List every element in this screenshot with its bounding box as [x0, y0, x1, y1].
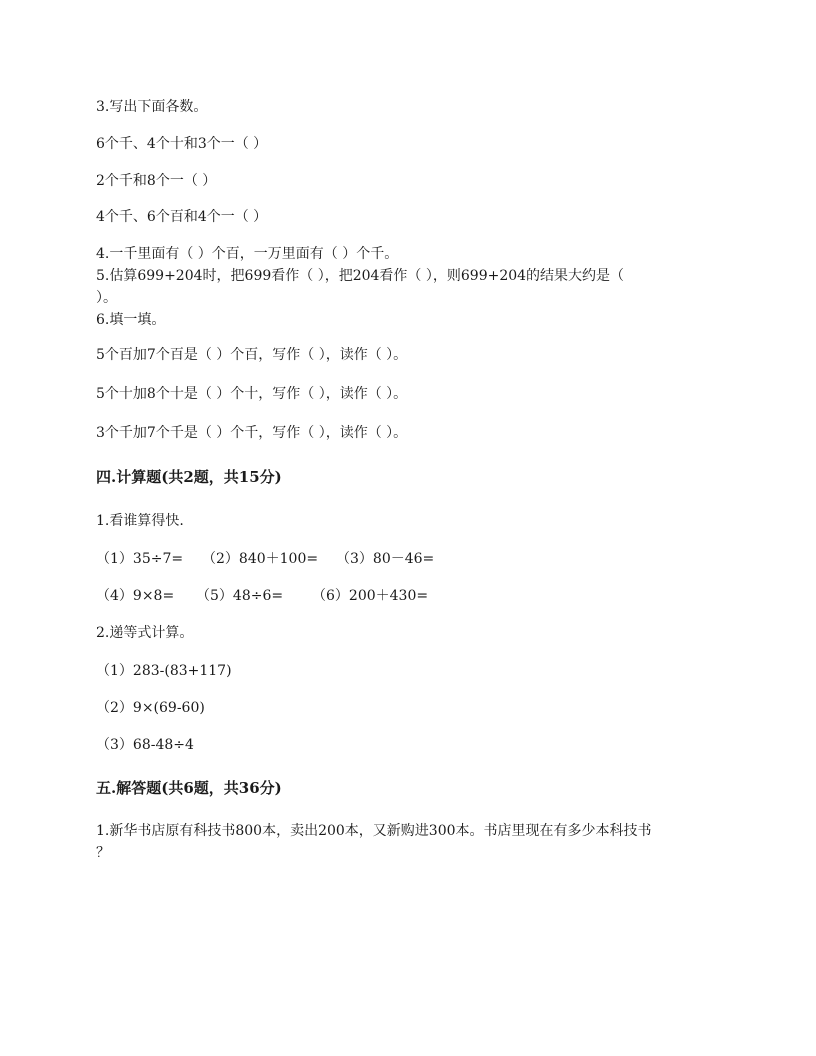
q5-line-2: ）。 — [96, 290, 117, 306]
section5-heading: 五.解答题(共6题，共36分) — [96, 779, 282, 797]
calc-item-4: （4）9×8= — [96, 588, 175, 604]
q3-item-1: 6个千、4个十和3个一（ ） — [96, 136, 268, 152]
s5-q1-line-1: 1.新华书店原有科技书800本，卖出200本，又新购进300本。书店里现在有多少本科技书 — [96, 823, 652, 839]
s4-q2-item-1: （1）283-(83+117) — [96, 663, 232, 679]
s4-q1-title: 1.看谁算得快. — [96, 513, 184, 529]
q3-item-2: 2个千和8个一（ ） — [96, 173, 217, 189]
calc-item-2: （2）840＋100= — [202, 551, 319, 567]
calc-item-1: （1）35÷7= — [96, 551, 184, 567]
q6-title: 6.填一填。 — [96, 312, 166, 328]
calc-item-6: （6）200＋430= — [312, 588, 429, 604]
s5-q1-line-2: ？ — [96, 845, 110, 861]
calc-item-5: （5）48÷6= — [196, 588, 284, 604]
s4-q1-row-2 — [96, 586, 496, 606]
q3-item-3: 4个千、6个百和4个一（ ） — [96, 209, 268, 225]
s4-q2-item-2: （2）9×(69-60) — [96, 700, 205, 716]
s4-q2-item-3: （3）68-48÷4 — [96, 737, 194, 753]
q6-item-1: 5个百加7个百是（ ）个百，写作（ ），读作（ ）。 — [96, 347, 408, 363]
q6-item-2: 5个十加8个十是（ ）个十，写作（ ），读作（ ）。 — [96, 386, 408, 402]
section4-heading: 四.计算题(共2题，共15分) — [96, 468, 282, 486]
calc-item-3: （3）80－46= — [336, 551, 435, 567]
q6-item-3: 3个千加7个千是（ ）个千，写作（ ），读作（ ）。 — [96, 425, 408, 441]
q3-title: 3.写出下面各数。 — [96, 99, 208, 115]
s4-q1-row-1 — [96, 549, 496, 569]
q5-line-1: 5.估算699+204时，把699看作（ ），把204看作（ ），则699+204的结果大约是（ — [96, 268, 625, 284]
s4-q2-title: 2.递等式计算。 — [96, 625, 194, 641]
q4-text: 4.一千里面有（ ）个百，一万里面有（ ）个千。 — [96, 246, 399, 262]
